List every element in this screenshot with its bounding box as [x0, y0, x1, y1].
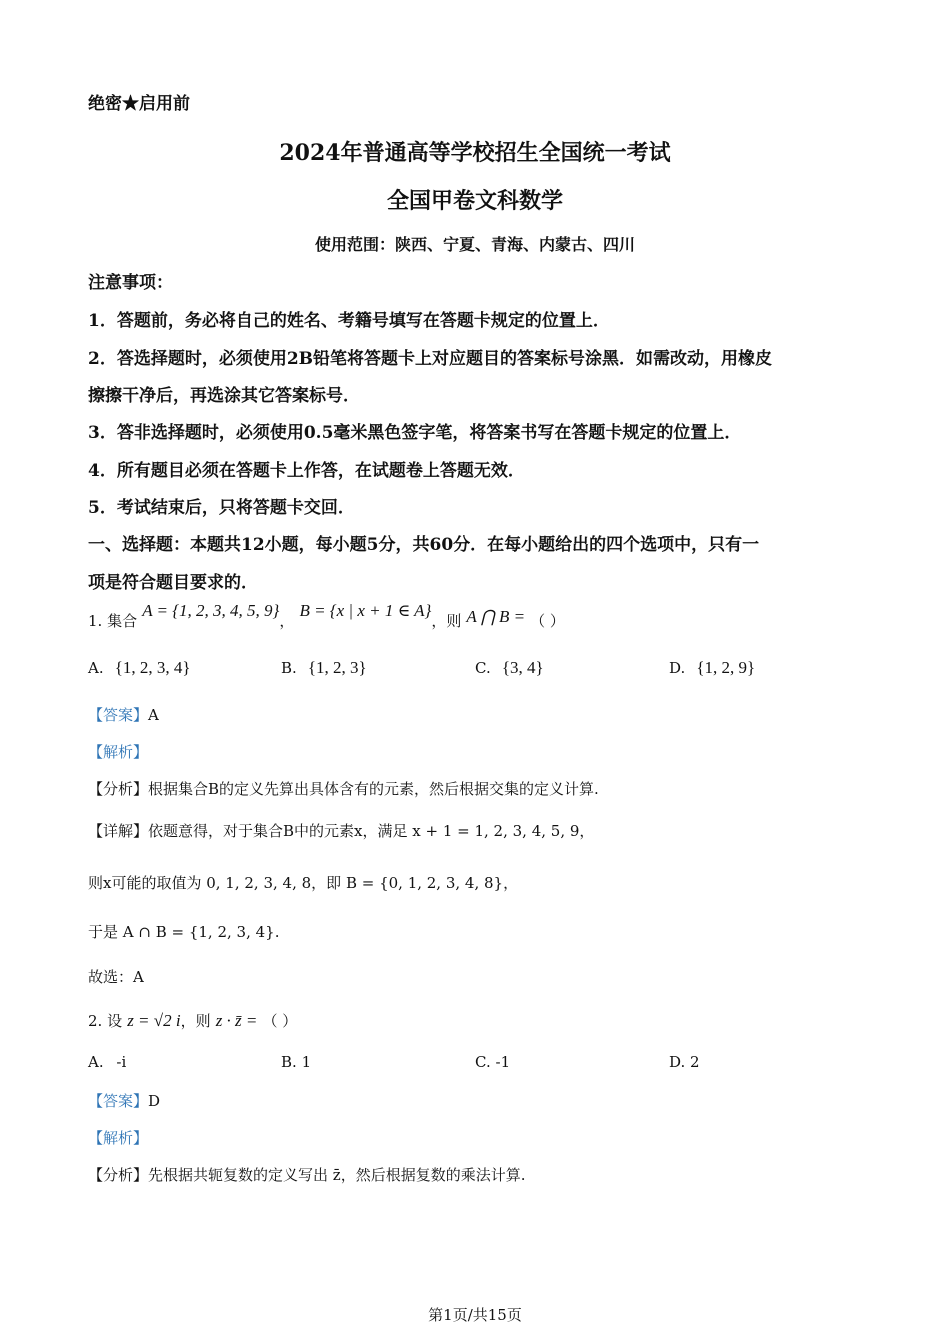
q1-detail-line-2: 则x可能的取值为 0, 1, 2, 3, 4, 8，即 B = {0, 1, 2, 3, 4, 8}， — [88, 874, 519, 892]
option-label: B. — [281, 659, 297, 677]
then-text: ，则 — [180, 1012, 211, 1030]
set-b-formula: B = {x | x + 1 ∈ A} — [299, 601, 432, 620]
option-value: -1 — [495, 1053, 511, 1071]
q2-solution-tag: 【解析】 — [88, 1129, 149, 1147]
q1-option-c — [475, 658, 544, 678]
q1-option-b — [281, 658, 367, 678]
detail-tag: 【详解】 — [88, 822, 149, 840]
z-formula: z = √2 i — [127, 1011, 181, 1030]
detail-text: 依题意得，对于集合B中的元素x，满足 x + 1 = 1, 2, 3, 4, 5, 9， — [148, 822, 595, 840]
exam-subtitle: 全国甲卷文科数学 — [386, 188, 563, 214]
usage-range: 使用范围：陕西、宁夏、青海、内蒙古、四川 — [314, 235, 635, 254]
answer-value: D — [148, 1092, 161, 1110]
answer-value: A — [148, 706, 159, 724]
note-item: 4．所有题目必须在答题卡上作答，在试题卷上答题无效． — [88, 461, 525, 481]
option-value: 1 — [301, 1053, 312, 1071]
q2-option-a — [88, 1053, 126, 1071]
option-label: C. — [475, 1053, 491, 1071]
q2-analysis — [88, 1164, 525, 1185]
option-value: 2 — [690, 1053, 700, 1071]
note-item: 5．考试结束后，只将答题卡交回． — [88, 498, 355, 518]
answer-tag: 【答案】 — [88, 706, 149, 724]
product-formula: z · z̄ = — [215, 1011, 258, 1030]
answer-tag: 【答案】 — [88, 1092, 149, 1110]
q2-answer — [88, 1090, 160, 1111]
q1-option-d — [669, 658, 755, 678]
note-item: 1．答题前，务必将自己的姓名、考籍号填写在答题卡规定的位置上． — [88, 311, 610, 331]
comma: ， — [279, 612, 295, 630]
analysis-tag: 【分析】 — [88, 780, 149, 798]
then-text: ，则 — [431, 612, 462, 630]
option-value: {1, 2, 3} — [307, 658, 367, 677]
option-label: C. — [475, 659, 491, 677]
set-a-formula: A = {1, 2, 3, 4, 5, 9} — [142, 601, 280, 620]
option-value: -i — [116, 1053, 127, 1071]
notes-heading: 注意事项： — [88, 273, 173, 293]
q2-option-b — [281, 1053, 311, 1071]
question-1-stem — [88, 601, 565, 631]
note-item: 擦擦干净后，再选涂其它答案标号． — [88, 386, 360, 406]
intersection-formula: A ⋂ B = — [466, 607, 526, 626]
option-label: A. — [88, 659, 104, 677]
option-value: {1, 2, 3, 4} — [114, 658, 191, 677]
option-label: D. — [669, 1053, 686, 1071]
q1-choice: 故选：A — [88, 968, 144, 986]
answer-paren: （ ） — [530, 612, 565, 630]
analysis-tag: 【分析】 — [88, 1166, 149, 1184]
section-heading: 一、选择题：本题共12小题，每小题5分，共60分．在每小题给出的四个选项中，只有一 — [88, 535, 760, 555]
option-label: D. — [669, 659, 686, 677]
exam-title: 2024年普通高等学校招生全国统一考试 — [279, 140, 671, 166]
q1-detail-line-3: 于是 A ∩ B = {1, 2, 3, 4}. — [88, 923, 280, 941]
option-label: B. — [281, 1053, 297, 1071]
analysis-text: 先根据共轭复数的定义写出 z̄，然后根据复数的乘法计算. — [148, 1166, 526, 1184]
analysis-text: 根据集合B的定义先算出具体含有的元素，然后根据交集的定义计算. — [148, 780, 599, 798]
q1-analysis — [88, 778, 599, 799]
note-item: 2．答选择题时，必须使用2B铅笔将答题卡上对应题目的答案标号涂黑．如需改动，用橡皮 — [88, 349, 773, 369]
q2-option-d — [669, 1053, 700, 1071]
option-value: {3, 4} — [501, 658, 544, 677]
question-number: 1. 集合 — [88, 612, 138, 630]
note-item: 3．答非选择题时，必须使用0.5毫米黑色签字笔，将答案书写在答题卡规定的位置上． — [88, 423, 742, 443]
q2-option-c — [475, 1053, 510, 1071]
option-value: {1, 2, 9} — [696, 658, 756, 677]
q1-option-a — [88, 658, 191, 678]
q1-answer — [88, 704, 159, 725]
question-2-stem — [88, 1010, 297, 1031]
section-heading-cont: 项是符合题目要求的． — [88, 573, 258, 593]
confidential-mark: 绝密★启用前 — [88, 94, 190, 114]
answer-paren: （ ） — [262, 1012, 298, 1030]
option-label: A. — [88, 1053, 104, 1071]
q1-solution-tag: 【解析】 — [88, 743, 149, 761]
question-number: 2. 设 — [88, 1012, 123, 1030]
page-number: 第1页/共15页 — [428, 1306, 522, 1324]
q1-detail-line-1 — [88, 820, 594, 841]
